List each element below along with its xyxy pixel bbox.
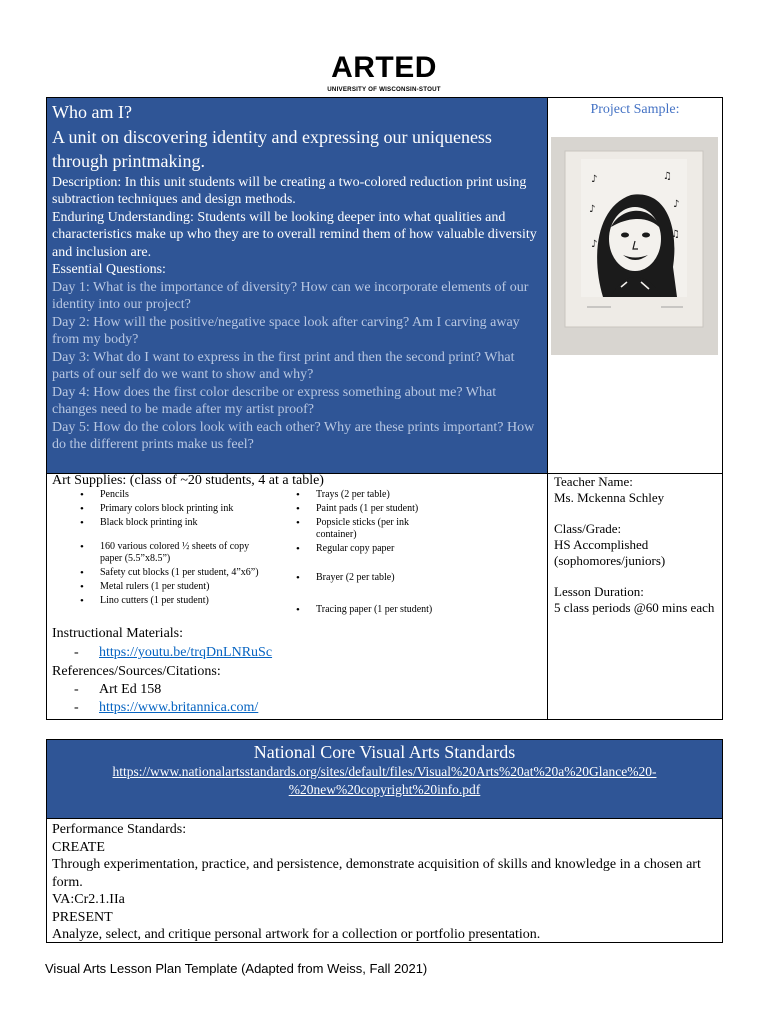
list-item: • Lino cutters (1 per student)	[80, 595, 260, 607]
svg-text:♪: ♪	[591, 239, 598, 250]
svg-text:♪: ♪	[673, 199, 680, 210]
project-sample-photo	[551, 137, 718, 355]
list-item	[52, 645, 542, 661]
dash-bullet: -	[74, 645, 79, 660]
class-grade-label: Class/Grade:	[554, 521, 622, 536]
dash-bullet: -	[74, 700, 79, 715]
essential-questions-label: Essential Questions:	[52, 262, 166, 277]
logo-subtitle: UNIVERSITY OF WISCONSIN-STOUT	[327, 86, 441, 93]
eu-label: Enduring Understanding:	[52, 209, 194, 225]
lesson-duration-label: Lesson Duration:	[554, 584, 644, 599]
reference-text: Art Ed 158	[99, 682, 162, 697]
project-sample-panel	[547, 97, 723, 474]
svg-text:♫: ♫	[671, 229, 680, 240]
present-heading: PRESENT	[52, 909, 113, 925]
unit-subtitle: A unit on discovering identity and expressing our uniqueness through printmaking.	[52, 126, 492, 171]
standards-link[interactable]: https://www.nationalartsstandards.org/sites/default/files/Visual%20Arts%20at%20a%20Glance%20-%20new%20copyright%20info.pdf	[112, 764, 657, 797]
list-item: • Pencils	[80, 489, 260, 501]
day-question: Day 2: How will the positive/negative space look after carving? Am I carving away from my body?	[52, 314, 520, 347]
list-item: • Popsicle sticks (per ink container)	[296, 517, 446, 541]
svg-text:♪: ♪	[589, 204, 596, 215]
linocut-portrait-image	[551, 137, 718, 355]
perf-heading: Performance Standards:	[52, 822, 187, 837]
supplies-panel	[46, 473, 548, 720]
description	[52, 174, 542, 209]
svg-text:♫: ♫	[663, 171, 672, 182]
day-question: Day 1: What is the importance of diversity? How can we incorporate elements of our identity into our project?	[52, 279, 529, 312]
footer-text: Visual Arts Lesson Plan Template (Adapted from Weiss, Fall 2021)	[45, 961, 428, 976]
day-question: Day 4: How does the first color describe or express something about me? What changes need to be made after my artist proof?	[52, 384, 497, 417]
description-label: Description:	[52, 174, 122, 190]
youtube-link[interactable]: https://youtu.be/trqDnLNRuSc	[99, 645, 273, 660]
day-question: Day 5: How do the colors look with each other? Why are these prints important? How do the different prints make us feel?	[52, 419, 535, 452]
lesson-duration-value: 5 class periods @60 mins each	[554, 600, 715, 615]
supply-list	[52, 489, 542, 624]
supply-column-a	[80, 489, 260, 609]
list-item	[52, 700, 542, 716]
list-item: • 160 various colored ½ sheets of copy paper (5.5”x8.5”)	[80, 541, 260, 565]
teacher-name-label: Teacher Name:	[554, 474, 633, 489]
list-item: • Brayer (2 per table)	[296, 572, 446, 584]
list-item: • Black block printing ink	[80, 517, 260, 529]
unit-intro-panel	[46, 97, 548, 474]
create-text: Through experimentation, practice, and persistence, demonstrate acquisition of skills and knowledge in a chosen art form.	[52, 857, 701, 890]
britannica-link[interactable]: https://www.britannica.com/	[99, 700, 259, 715]
svg-text:♪: ♪	[591, 174, 598, 185]
standards-title: National Core Visual Arts Standards	[253, 742, 516, 762]
present-text: Analyze, select, and critique personal artwork for a collection or portfolio presentation.	[52, 927, 541, 942]
teacher-name: Ms. Mckenna Schley	[554, 490, 665, 505]
eu-text: Students will be looking deeper into what qualities and characteristics make up who they are to overall remind them of how valuable diversity and inclusion are.	[52, 209, 537, 260]
list-item: • Regular copy paper	[296, 543, 446, 555]
project-sample-label: Project Sample:	[590, 102, 680, 117]
references-heading: References/Sources/Citations:	[52, 664, 221, 679]
performance-standards-panel	[46, 818, 723, 943]
list-item: • Metal rulers (1 per student)	[80, 581, 260, 593]
list-item: • Safety cut blocks (1 per student, 4”x6”)	[80, 567, 260, 579]
teacher-info-panel	[547, 473, 723, 720]
supply-column-b	[296, 489, 446, 618]
create-heading: CREATE	[52, 839, 105, 855]
day-question: Day 3: What do I want to express in the first print and then the second print? What parts of our self do we want to show and why?	[52, 349, 515, 382]
enduring-understanding	[52, 209, 542, 262]
instructional-materials-heading: Instructional Materials:	[52, 626, 184, 641]
arted-logo	[0, 52, 768, 94]
list-item: • Primary colors block printing ink	[80, 503, 260, 515]
logo-wordmark: ARTED	[331, 51, 437, 84]
list-item	[52, 682, 542, 698]
description-text: In this unit students will be creating a two-colored reduction print using subtraction techniques and design methods.	[52, 174, 527, 207]
list-item: • Paint pads (1 per student)	[296, 503, 446, 515]
dash-bullet: -	[74, 682, 79, 697]
class-grade-value: HS Accomplished (sophomores/juniors)	[554, 537, 666, 568]
standards-header	[46, 739, 723, 819]
list-item: • Tracing paper (1 per student)	[296, 604, 446, 616]
art-supplies-heading: Art Supplies: (class of ~20 students, 4 at a table)	[52, 473, 324, 488]
unit-title: Who am I?	[52, 102, 132, 122]
list-item: • Trays (2 per table)	[296, 489, 446, 501]
standard-code: VA:Cr2.1.IIa	[52, 892, 125, 907]
